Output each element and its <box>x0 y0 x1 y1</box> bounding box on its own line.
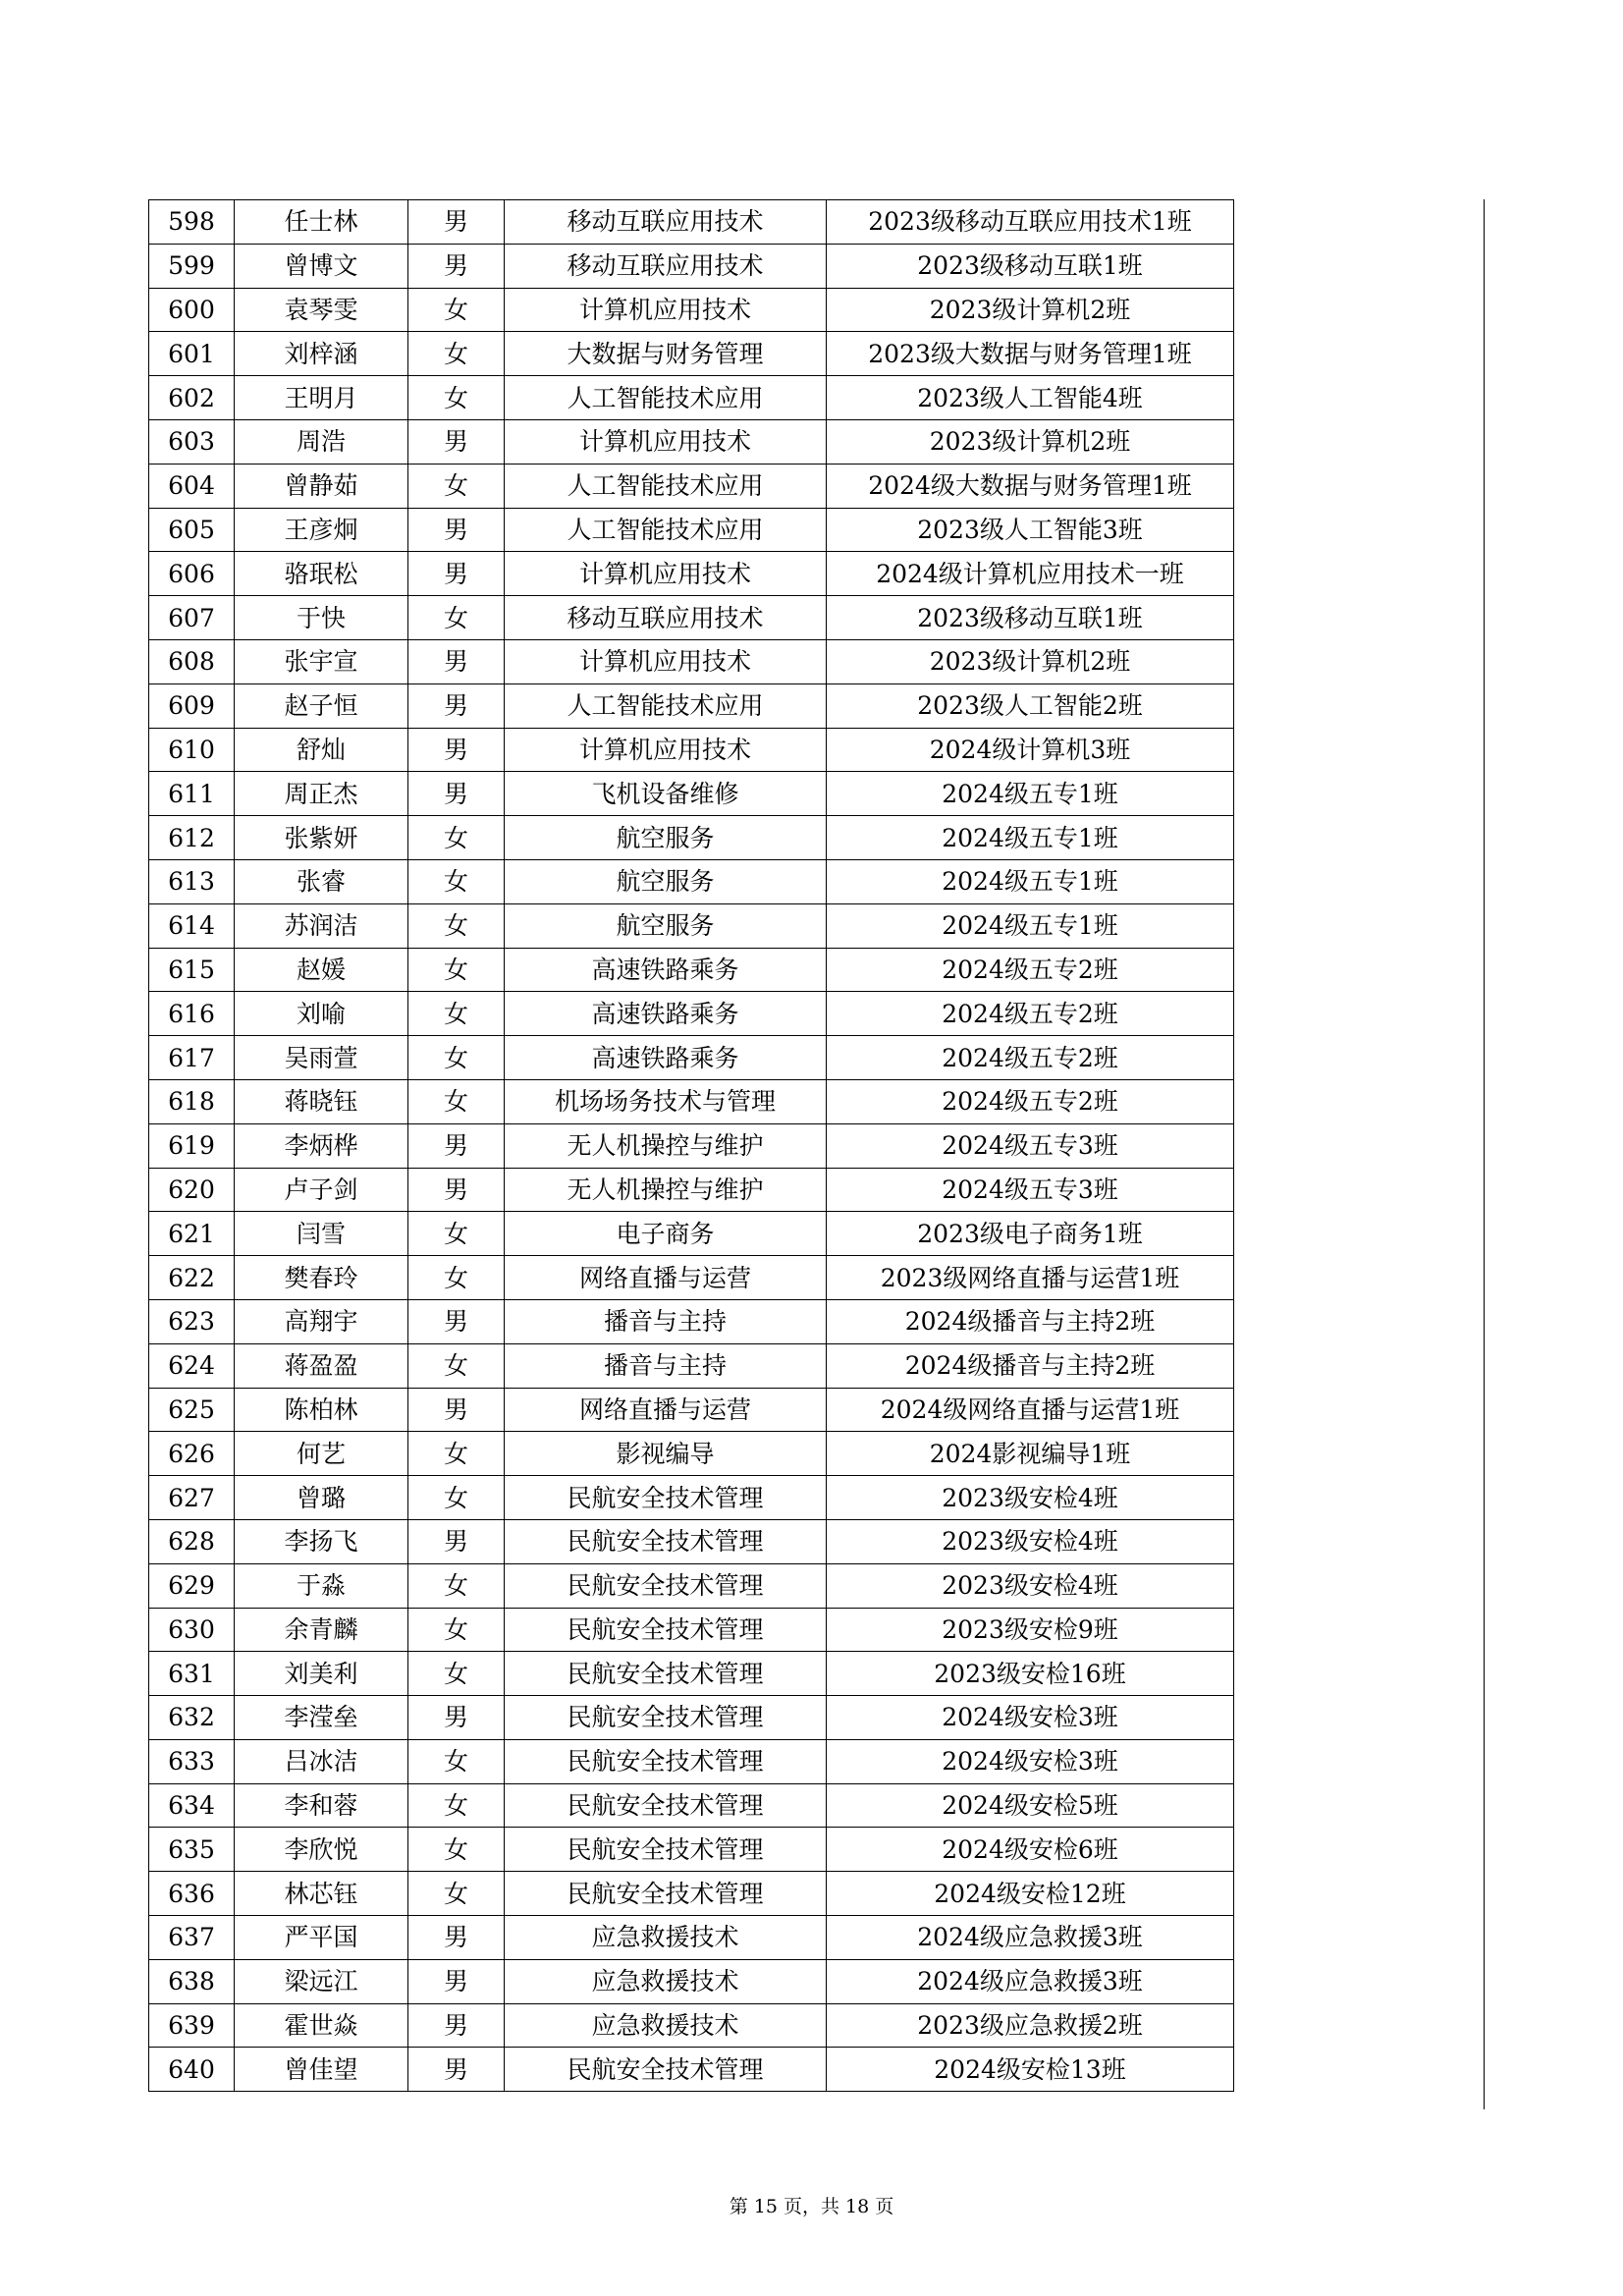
student-name-cell: 张宇宣 <box>235 639 408 683</box>
student-name-cell: 骆珉松 <box>235 552 408 596</box>
student-name-cell: 周浩 <box>235 419 408 464</box>
row-number-cell: 612 <box>149 816 235 860</box>
class-cell: 2024级五专1班 <box>827 772 1234 816</box>
class-cell: 2024级播音与主持2班 <box>827 1299 1234 1343</box>
gender-cell: 男 <box>408 728 505 772</box>
major-cell: 机场场务技术与管理 <box>505 1079 827 1123</box>
student-name-cell: 袁琴雯 <box>235 288 408 332</box>
major-cell: 高速铁路乘务 <box>505 992 827 1036</box>
page-footer: 第 15 页，共 18 页 <box>729 2196 894 2217</box>
class-cell: 2023级计算机2班 <box>827 288 1234 332</box>
table-row <box>149 200 1234 245</box>
table-row <box>149 1256 1234 1300</box>
student-name-cell: 于快 <box>235 596 408 640</box>
table-row <box>149 1652 1234 1696</box>
roster-body <box>149 200 1234 2092</box>
gender-cell: 女 <box>408 1036 505 1080</box>
row-number-cell: 638 <box>149 1959 235 2003</box>
gender-cell: 男 <box>408 1696 505 1740</box>
class-cell: 2023级安检16班 <box>827 1652 1234 1696</box>
student-name-cell: 王明月 <box>235 376 408 420</box>
table-row <box>149 1123 1234 1168</box>
table-row <box>149 332 1234 376</box>
gender-cell: 男 <box>408 1959 505 2003</box>
student-name-cell: 周正杰 <box>235 772 408 816</box>
class-cell: 2024级大数据与财务管理1班 <box>827 464 1234 508</box>
row-number-cell: 607 <box>149 596 235 640</box>
class-cell: 2024级五专2班 <box>827 1036 1234 1080</box>
row-number-cell: 603 <box>149 419 235 464</box>
class-cell: 2023级计算机2班 <box>827 419 1234 464</box>
class-cell: 2023级移动互联1班 <box>827 244 1234 288</box>
row-number-cell: 600 <box>149 288 235 332</box>
gender-cell: 男 <box>408 639 505 683</box>
major-cell: 计算机应用技术 <box>505 728 827 772</box>
class-cell: 2024级计算机应用技术一班 <box>827 552 1234 596</box>
class-cell: 2024级安检3班 <box>827 1696 1234 1740</box>
gender-cell: 女 <box>408 992 505 1036</box>
student-name-cell: 李欣悦 <box>235 1828 408 1872</box>
student-name-cell: 刘喻 <box>235 992 408 1036</box>
class-cell: 2024级五专2班 <box>827 1079 1234 1123</box>
row-number-cell: 613 <box>149 859 235 903</box>
student-name-cell: 何艺 <box>235 1432 408 1476</box>
major-cell: 播音与主持 <box>505 1343 827 1388</box>
student-name-cell: 李滢垒 <box>235 1696 408 1740</box>
table-row <box>149 419 1234 464</box>
table-row <box>149 1476 1234 1520</box>
row-number-cell: 635 <box>149 1828 235 1872</box>
gender-cell: 男 <box>408 552 505 596</box>
major-cell: 高速铁路乘务 <box>505 948 827 992</box>
student-name-cell: 李和蓉 <box>235 1783 408 1828</box>
student-name-cell: 樊春玲 <box>235 1256 408 1300</box>
table-row <box>149 728 1234 772</box>
major-cell: 播音与主持 <box>505 1299 827 1343</box>
class-cell: 2024级五专3班 <box>827 1168 1234 1212</box>
student-name-cell: 于淼 <box>235 1563 408 1608</box>
table-row <box>149 1212 1234 1256</box>
student-name-cell: 霍世焱 <box>235 2003 408 2048</box>
gender-cell: 女 <box>408 1872 505 1916</box>
major-cell: 移动互联应用技术 <box>505 596 827 640</box>
class-cell: 2024级安检6班 <box>827 1828 1234 1872</box>
table-row <box>149 1343 1234 1388</box>
gender-cell: 男 <box>408 1168 505 1212</box>
student-name-cell: 曾佳望 <box>235 2048 408 2092</box>
table-row <box>149 1959 1234 2003</box>
right-margin-rule <box>1484 199 1485 2109</box>
row-number-cell: 605 <box>149 508 235 552</box>
major-cell: 影视编导 <box>505 1432 827 1476</box>
row-number-cell: 627 <box>149 1476 235 1520</box>
table-row <box>149 1388 1234 1432</box>
row-number-cell: 615 <box>149 948 235 992</box>
class-cell: 2024级五专1班 <box>827 859 1234 903</box>
row-number-cell: 628 <box>149 1519 235 1563</box>
student-name-cell: 刘梓涵 <box>235 332 408 376</box>
major-cell: 计算机应用技术 <box>505 552 827 596</box>
class-cell: 2024级安检12班 <box>827 1872 1234 1916</box>
table-row <box>149 1916 1234 1960</box>
gender-cell: 男 <box>408 1916 505 1960</box>
row-number-cell: 626 <box>149 1432 235 1476</box>
major-cell: 民航安全技术管理 <box>505 1563 827 1608</box>
student-name-cell: 苏润洁 <box>235 903 408 948</box>
major-cell: 飞机设备维修 <box>505 772 827 816</box>
row-number-cell: 633 <box>149 1739 235 1783</box>
gender-cell: 女 <box>408 1739 505 1783</box>
class-cell: 2023级安检9班 <box>827 1608 1234 1652</box>
table-row <box>149 816 1234 860</box>
class-cell: 2023级人工智能3班 <box>827 508 1234 552</box>
class-cell: 2024级播音与主持2班 <box>827 1343 1234 1388</box>
gender-cell: 男 <box>408 683 505 728</box>
student-name-cell: 张睿 <box>235 859 408 903</box>
gender-cell: 女 <box>408 596 505 640</box>
gender-cell: 女 <box>408 1343 505 1388</box>
student-name-cell: 高翔宇 <box>235 1299 408 1343</box>
table-row <box>149 1079 1234 1123</box>
gender-cell: 女 <box>408 332 505 376</box>
major-cell: 应急救援技术 <box>505 1959 827 2003</box>
table-row <box>149 1168 1234 1212</box>
class-cell: 2023级大数据与财务管理1班 <box>827 332 1234 376</box>
table-row <box>149 1696 1234 1740</box>
student-name-cell: 余青麟 <box>235 1608 408 1652</box>
student-name-cell: 刘美利 <box>235 1652 408 1696</box>
gender-cell: 女 <box>408 1563 505 1608</box>
gender-cell: 女 <box>408 816 505 860</box>
row-number-cell: 618 <box>149 1079 235 1123</box>
table-row <box>149 1036 1234 1080</box>
gender-cell: 女 <box>408 1608 505 1652</box>
major-cell: 应急救援技术 <box>505 2003 827 2048</box>
major-cell: 计算机应用技术 <box>505 288 827 332</box>
row-number-cell: 629 <box>149 1563 235 1608</box>
gender-cell: 女 <box>408 1079 505 1123</box>
class-cell: 2023级移动互联1班 <box>827 596 1234 640</box>
major-cell: 网络直播与运营 <box>505 1388 827 1432</box>
row-number-cell: 610 <box>149 728 235 772</box>
table-row <box>149 1519 1234 1563</box>
table-row <box>149 772 1234 816</box>
class-cell: 2023级人工智能4班 <box>827 376 1234 420</box>
student-name-cell: 赵子恒 <box>235 683 408 728</box>
student-name-cell: 吴雨萱 <box>235 1036 408 1080</box>
gender-cell: 男 <box>408 244 505 288</box>
gender-cell: 男 <box>408 1519 505 1563</box>
gender-cell: 男 <box>408 772 505 816</box>
class-cell: 2023级安检4班 <box>827 1519 1234 1563</box>
major-cell: 移动互联应用技术 <box>505 200 827 245</box>
table-row <box>149 992 1234 1036</box>
table-row <box>149 1563 1234 1608</box>
student-name-cell: 闫雪 <box>235 1212 408 1256</box>
student-name-cell: 李炳桦 <box>235 1123 408 1168</box>
major-cell: 航空服务 <box>505 816 827 860</box>
gender-cell: 女 <box>408 903 505 948</box>
row-number-cell: 601 <box>149 332 235 376</box>
student-name-cell: 梁远江 <box>235 1959 408 2003</box>
table-row <box>149 2048 1234 2092</box>
row-number-cell: 608 <box>149 639 235 683</box>
table-row <box>149 1432 1234 1476</box>
major-cell: 航空服务 <box>505 859 827 903</box>
row-number-cell: 624 <box>149 1343 235 1388</box>
major-cell: 民航安全技术管理 <box>505 1739 827 1783</box>
table-row <box>149 464 1234 508</box>
major-cell: 移动互联应用技术 <box>505 244 827 288</box>
class-cell: 2024级五专2班 <box>827 948 1234 992</box>
student-name-cell: 张紫妍 <box>235 816 408 860</box>
major-cell: 民航安全技术管理 <box>505 1652 827 1696</box>
student-name-cell: 李扬飞 <box>235 1519 408 1563</box>
class-cell: 2024级安检5班 <box>827 1783 1234 1828</box>
gender-cell: 女 <box>408 1476 505 1520</box>
major-cell: 计算机应用技术 <box>505 419 827 464</box>
gender-cell: 男 <box>408 419 505 464</box>
row-number-cell: 640 <box>149 2048 235 2092</box>
gender-cell: 女 <box>408 1432 505 1476</box>
row-number-cell: 619 <box>149 1123 235 1168</box>
row-number-cell: 614 <box>149 903 235 948</box>
gender-cell: 男 <box>408 1388 505 1432</box>
major-cell: 高速铁路乘务 <box>505 1036 827 1080</box>
major-cell: 人工智能技术应用 <box>505 683 827 728</box>
class-cell: 2023级安检4班 <box>827 1476 1234 1520</box>
table-row <box>149 639 1234 683</box>
student-name-cell: 陈柏林 <box>235 1388 408 1432</box>
class-cell: 2024级五专2班 <box>827 992 1234 1036</box>
row-number-cell: 620 <box>149 1168 235 1212</box>
row-number-cell: 621 <box>149 1212 235 1256</box>
major-cell: 民航安全技术管理 <box>505 1476 827 1520</box>
row-number-cell: 639 <box>149 2003 235 2048</box>
major-cell: 计算机应用技术 <box>505 639 827 683</box>
class-cell: 2023级应急救援2班 <box>827 2003 1234 2048</box>
student-name-cell: 曾璐 <box>235 1476 408 1520</box>
student-name-cell: 曾静茹 <box>235 464 408 508</box>
class-cell: 2024影视编导1班 <box>827 1432 1234 1476</box>
row-number-cell: 630 <box>149 1608 235 1652</box>
gender-cell: 女 <box>408 288 505 332</box>
class-cell: 2024级五专3班 <box>827 1123 1234 1168</box>
table-row <box>149 859 1234 903</box>
class-cell: 2024级计算机3班 <box>827 728 1234 772</box>
student-roster-table <box>148 199 1234 2092</box>
student-name-cell: 林芯钰 <box>235 1872 408 1916</box>
major-cell: 民航安全技术管理 <box>505 1608 827 1652</box>
major-cell: 民航安全技术管理 <box>505 1783 827 1828</box>
table-row <box>149 596 1234 640</box>
gender-cell: 女 <box>408 1256 505 1300</box>
row-number-cell: 631 <box>149 1652 235 1696</box>
student-name-cell: 严平国 <box>235 1916 408 1960</box>
row-number-cell: 598 <box>149 200 235 245</box>
table-row <box>149 288 1234 332</box>
gender-cell: 女 <box>408 1783 505 1828</box>
student-name-cell: 舒灿 <box>235 728 408 772</box>
major-cell: 民航安全技术管理 <box>505 2048 827 2092</box>
row-number-cell: 617 <box>149 1036 235 1080</box>
major-cell: 大数据与财务管理 <box>505 332 827 376</box>
row-number-cell: 622 <box>149 1256 235 1300</box>
class-cell: 2023级网络直播与运营1班 <box>827 1256 1234 1300</box>
student-name-cell: 吕冰洁 <box>235 1739 408 1783</box>
row-number-cell: 602 <box>149 376 235 420</box>
table-row <box>149 2003 1234 2048</box>
table-row <box>149 376 1234 420</box>
major-cell: 民航安全技术管理 <box>505 1696 827 1740</box>
student-name-cell: 卢子剑 <box>235 1168 408 1212</box>
class-cell: 2024级五专1班 <box>827 816 1234 860</box>
gender-cell: 女 <box>408 464 505 508</box>
row-number-cell: 599 <box>149 244 235 288</box>
row-number-cell: 604 <box>149 464 235 508</box>
table-row <box>149 1299 1234 1343</box>
gender-cell: 男 <box>408 200 505 245</box>
table-row <box>149 903 1234 948</box>
row-number-cell: 637 <box>149 1916 235 1960</box>
class-cell: 2024级网络直播与运营1班 <box>827 1388 1234 1432</box>
gender-cell: 女 <box>408 1212 505 1256</box>
table-row <box>149 683 1234 728</box>
major-cell: 民航安全技术管理 <box>505 1872 827 1916</box>
class-cell: 2023级安检4班 <box>827 1563 1234 1608</box>
student-name-cell: 曾博文 <box>235 244 408 288</box>
class-cell: 2023级移动互联应用技术1班 <box>827 200 1234 245</box>
major-cell: 民航安全技术管理 <box>505 1519 827 1563</box>
gender-cell: 女 <box>408 859 505 903</box>
row-number-cell: 623 <box>149 1299 235 1343</box>
major-cell: 人工智能技术应用 <box>505 464 827 508</box>
table-row <box>149 1608 1234 1652</box>
major-cell: 人工智能技术应用 <box>505 376 827 420</box>
major-cell: 民航安全技术管理 <box>505 1828 827 1872</box>
student-name-cell: 王彦炯 <box>235 508 408 552</box>
major-cell: 电子商务 <box>505 1212 827 1256</box>
major-cell: 网络直播与运营 <box>505 1256 827 1300</box>
gender-cell: 男 <box>408 2048 505 2092</box>
major-cell: 无人机操控与维护 <box>505 1168 827 1212</box>
class-cell: 2024级五专1班 <box>827 903 1234 948</box>
row-number-cell: 616 <box>149 992 235 1036</box>
gender-cell: 女 <box>408 948 505 992</box>
class-cell: 2023级电子商务1班 <box>827 1212 1234 1256</box>
class-cell: 2024级应急救援3班 <box>827 1959 1234 2003</box>
gender-cell: 女 <box>408 1828 505 1872</box>
row-number-cell: 611 <box>149 772 235 816</box>
table-row <box>149 552 1234 596</box>
student-name-cell: 赵媛 <box>235 948 408 992</box>
major-cell: 应急救援技术 <box>505 1916 827 1960</box>
table-row <box>149 1739 1234 1783</box>
row-number-cell: 625 <box>149 1388 235 1432</box>
major-cell: 人工智能技术应用 <box>505 508 827 552</box>
gender-cell: 男 <box>408 1299 505 1343</box>
class-cell: 2024级安检3班 <box>827 1739 1234 1783</box>
student-name-cell: 任士林 <box>235 200 408 245</box>
major-cell: 航空服务 <box>505 903 827 948</box>
table-row <box>149 948 1234 992</box>
gender-cell: 男 <box>408 2003 505 2048</box>
class-cell: 2024级安检13班 <box>827 2048 1234 2092</box>
table-row <box>149 244 1234 288</box>
gender-cell: 男 <box>408 1123 505 1168</box>
class-cell: 2023级人工智能2班 <box>827 683 1234 728</box>
row-number-cell: 632 <box>149 1696 235 1740</box>
class-cell: 2024级应急救援3班 <box>827 1916 1234 1960</box>
row-number-cell: 606 <box>149 552 235 596</box>
row-number-cell: 609 <box>149 683 235 728</box>
student-name-cell: 蒋晓钰 <box>235 1079 408 1123</box>
gender-cell: 女 <box>408 1652 505 1696</box>
table-row <box>149 1872 1234 1916</box>
row-number-cell: 636 <box>149 1872 235 1916</box>
major-cell: 无人机操控与维护 <box>505 1123 827 1168</box>
row-number-cell: 634 <box>149 1783 235 1828</box>
table-row <box>149 1783 1234 1828</box>
table-row <box>149 1828 1234 1872</box>
gender-cell: 男 <box>408 508 505 552</box>
class-cell: 2023级计算机2班 <box>827 639 1234 683</box>
table-row <box>149 508 1234 552</box>
student-name-cell: 蒋盈盈 <box>235 1343 408 1388</box>
gender-cell: 女 <box>408 376 505 420</box>
